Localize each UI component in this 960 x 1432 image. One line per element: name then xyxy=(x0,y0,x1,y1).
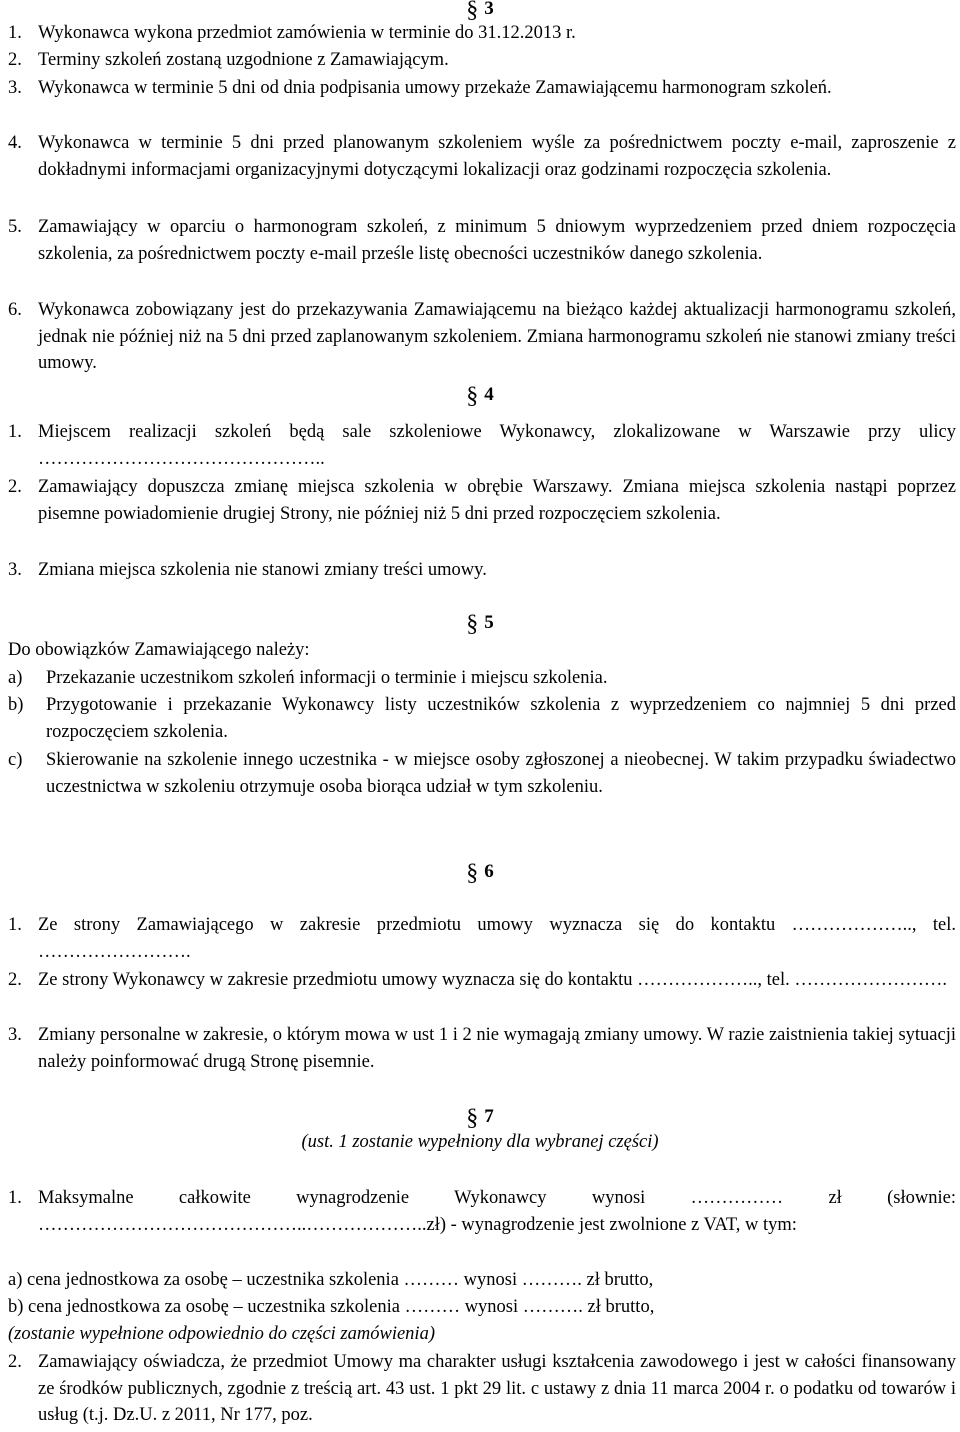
list-item: 1. Maksymalne całkowite wynagrodzenie Wykonawcy wynosi …………… zł (słownie: ……………………………………..………………..zł) - wynagrodzenie jest zwolnione z VAT, w tym: xyxy=(8,1188,956,1235)
section-heading-3: § 3 xyxy=(0,0,960,22)
list-item: b) Przygotowanie i przekazanie Wykonawcy listy uczestników szkolenia z wyprzedzeniem co najmniej 5 dni przed rozpoczęciem szkolenia. xyxy=(8,695,956,742)
section-heading-4: § 4 xyxy=(466,383,494,409)
list-item: a) Przekazanie uczestnikom szkoleń informacji o terminie i miejscu szkolenia. xyxy=(8,668,608,688)
list-item: 2. Terminy szkoleń zostaną uzgodnione z Zamawiającym. xyxy=(8,50,449,70)
list-item: 2. Ze strony Wykonawcy w zakresie przedmiotu umowy wyznacza się do kontaktu ……………….., tel. ……………………. xyxy=(8,970,947,990)
list-item: 1. Wykonawca wykona przedmiot zamówienia w terminie do 31.12.2013 r. xyxy=(8,23,576,43)
list-item: 3. Zmiana miejsca szkolenia nie stanowi zmiany treści umowy. xyxy=(8,560,487,580)
price-line-b: b) cena jednostkowa za osobę – uczestnika szkolenia ……… wynosi ………. zł brutto, xyxy=(8,1297,655,1317)
list-item: 3. Wykonawca w terminie 5 dni od dnia podpisania umowy przekaże Zamawiającemu harmonogram szkoleń. xyxy=(8,78,832,98)
list-item: 4. Wykonawca w terminie 5 dni przed planowanym szkoleniem wyśle za pośrednictwem poczty e-mail, zaproszenie z dokładnymi informacjami organizacyjnymi dotyczącymi lokalizacji oraz godzinami rozpoczęcia szkolenia. xyxy=(8,133,956,180)
price-line-a: a) cena jednostkowa za osobę – uczestnika szkolenia ……… wynosi ………. zł brutto, xyxy=(8,1270,654,1290)
price-note: (zostanie wypełnione odpowiednio do części zamówienia) xyxy=(8,1324,435,1344)
section-note: (ust. 1 zostanie wypełniony dla wybranej części) xyxy=(301,1132,659,1152)
section-sign: § xyxy=(466,1105,479,1131)
list-item: 6. Wykonawca zobowiązany jest do przekazywania Zamawiającemu na bieżąco każdej aktualizacji harmonogramu szkoleń, jednak nie później niż na 5 dni przed zaplanowanym szkoleniem. Zmiana harmonogramu szkoleń nie stanowi zmiany treści umowy. xyxy=(8,300,956,373)
section-sign: § xyxy=(466,0,479,23)
section-sign: § xyxy=(466,860,479,886)
section-heading-7: § 7 xyxy=(466,1105,494,1131)
section-sign: § xyxy=(466,383,479,409)
list-item: 5. Zamawiający w oparciu o harmonogram szkoleń, z minimum 5 dniowym wyprzedzeniem przed dniem rozpoczęcia szkolenia, za pośrednictwem poczty e-mail prześle listę obecności uczestników danego szkolenia. xyxy=(8,217,956,264)
section-heading-6: § 6 xyxy=(466,860,494,886)
list-item: c) Skierowanie na szkolenie innego uczestnika - w miejsce osoby zgłoszonej a nieobecnej. W takim przypadku świadectwo uczestnictwa w szkoleniu otrzymuje osoba biorąca udział w tym szkoleniu. xyxy=(8,750,956,797)
list-item: 2. Zamawiający oświadcza, że przedmiot Umowy ma charakter usługi kształcenia zawodowego i jest w całości finansowany ze środków publicznych, zgodnie z treścią art. 43 ust. 1 pkt 29 lit. c ustawy z dnia 11 marca 2004 r. o podatku od towarów i usług (t.j. Dz.U. z 2011, Nr 177, poz. xyxy=(8,1352,956,1425)
section-intro: Do obowiązków Zamawiającego należy: xyxy=(8,640,310,660)
list-item: 1. Ze strony Zamawiającego w zakresie przedmiotu umowy wyznacza się do kontaktu ……………….., tel. ……………………. xyxy=(8,915,956,962)
list-item: 1. Miejscem realizacji szkoleń będą sale szkoleniowe Wykonawcy, zlokalizowane w Warszawie przy ulicy ……………………………………….. xyxy=(8,422,956,469)
list-item: 3. Zmiany personalne w zakresie, o którym mowa w ust 1 i 2 nie wymagają zmiany umowy. W razie zaistnienia takiej sytuacji należy poinformować drugą Stronę pisemnie. xyxy=(8,1025,956,1072)
section-sign: § xyxy=(466,611,479,637)
list-item: 2. Zamawiający dopuszcza zmianę miejsca szkolenia w obrębie Warszawy. Zmiana miejsca szkolenia nastąpi poprzez pisemne powiadomienie drugiej Strony, nie później niż 5 dni przed rozpoczęciem szkolenia. xyxy=(8,477,956,524)
section-heading-5: § 5 xyxy=(466,611,494,637)
